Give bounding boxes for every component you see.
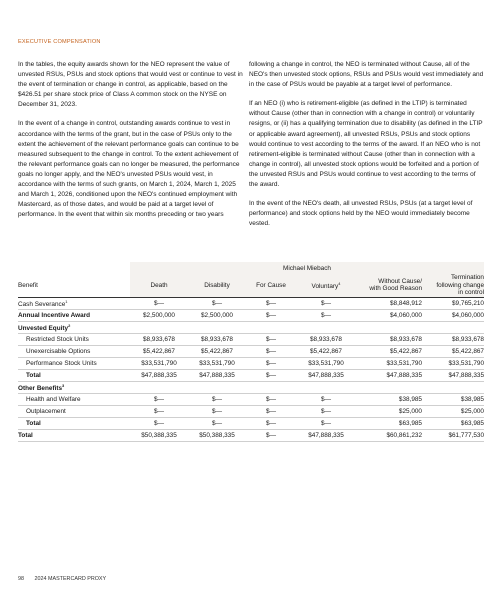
col-benefit: Benefit (18, 274, 130, 297)
col-for-cause: For Cause (246, 274, 296, 297)
col-death: Death (130, 274, 188, 297)
paragraph: In the event of the NEO's death, all unvested RSUs, PSUs (at a target level of performance) and stock options held by the NEO would immediately become vested. (249, 200, 473, 228)
page-number: 98 (18, 576, 24, 582)
paragraph: If an NEO (i) who is retirement-eligible (as defined in the LTIP) is terminated without Cause (other than in connection with a change in control) or voluntarily resigns, or (ii) has a qualifying termination due to disability (as defined in the LTIP or applicable award agreement), all unvested RSUs, PSUs and stock options would continue to vest according to the terms of the award. If an NEO who is not retirement-eligible is terminated without Cause (other than in connection with a change in control), all unvested stock options would be forfeited and a portion of the unvested RSUs and PSUs would continue to vest according to the terms of the award. (249, 100, 483, 189)
left-column (18, 60, 246, 229)
col-termination-cic: Termination following change in control (422, 274, 484, 297)
table-row: Annual Incentive Award $2,500,000 $2,500,000 $— $— $4,060,000 $4,060,000 (18, 309, 484, 321)
col-without-cause: Without Cause/ with Good Reason (356, 274, 422, 297)
table-total-row: Total $50,388,335 $50,388,335 $— $47,888,335 $60,861,232 $61,777,530 (18, 429, 484, 441)
compensation-table (18, 262, 484, 442)
table-row: Performance Stock Units $33,531,790 $33,531,790 $— $33,531,790 $33,531,790 $33,531,790 (18, 357, 484, 369)
paragraph: In the event of a change in control, outstanding awards continue to vest in accordance with the terms of the grant, but in the case of PSUs only to the extent the achievement of the relevant performance goals can continue to be measured subsequent to the change in control. To the extent achievement of the relevant performance goals can no longer be measured, the performance goals no longer apply, and the NEO's unvested PSUs would vest, in accordance with the terms of such grants, on March 1, 2024, March 1, 2025 and March 1, 2026, conditioned upon the NEO's continued employment with Mastercard, as of those dates, and would be paid at a target level of performance. In the event that within six months preceding or two years (18, 120, 240, 219)
table-row: Unexercisable Options $5,422,867 $5,422,867 $— $5,422,867 $5,422,867 $5,422,867 (18, 345, 484, 357)
table-subtotal-row: Total $47,888,335 $47,888,335 $— $47,888,335 $47,888,335 $47,888,335 (18, 369, 484, 381)
table-section-row: Unvested Equity$^2$ (18, 321, 484, 333)
table-subtotal-row: Total $— $— $— $— $63,985 $63,985 (18, 417, 484, 429)
col-voluntary: Voluntary$^4$ (296, 274, 356, 297)
publication-title: 2024 MASTERCARD PROXY (34, 576, 107, 582)
right-column (249, 60, 485, 238)
table-row: Health and Welfare $— $— $— $— $38,985 $38,985 (18, 393, 484, 405)
executive-name: Michael Miebach (130, 262, 484, 274)
table-section-row: Other Benefits$^3$ (18, 381, 484, 393)
col-disability: Disability (188, 274, 246, 297)
section-label: EXECUTIVE COMPENSATION (18, 39, 101, 45)
table-row: Cash Severance$^1$ $— $— $— $— $8,848,912 $9,765,210 (18, 298, 484, 308)
column-header-row (18, 274, 484, 297)
executive-name-row (18, 262, 484, 274)
paragraph: following a change in control, the NEO is terminated without Cause, all of the NEO's then unvested stock options, RSUs and PSUs would vest immediately and in the case of PSUs would be payable at a target level of performance. (249, 61, 484, 89)
page-footer (18, 576, 106, 582)
paragraph: In the tables, the equity awards shown for the NEO represent the value of unvested RSUs, PSUs and stock options that would vest or continue to vest in the event of termination or change in control, as applicable, based on the $426.51 per share stock price of Class A common stock on the NYSE on December 31, 2023. (18, 61, 243, 109)
table-row: Restricted Stock Units $8,933,678 $8,933,678 $— $8,933,678 $8,933,678 $8,933,678 (18, 333, 484, 345)
table-row: Outplacement $— $— $— $— $25,000 $25,000 (18, 405, 484, 417)
